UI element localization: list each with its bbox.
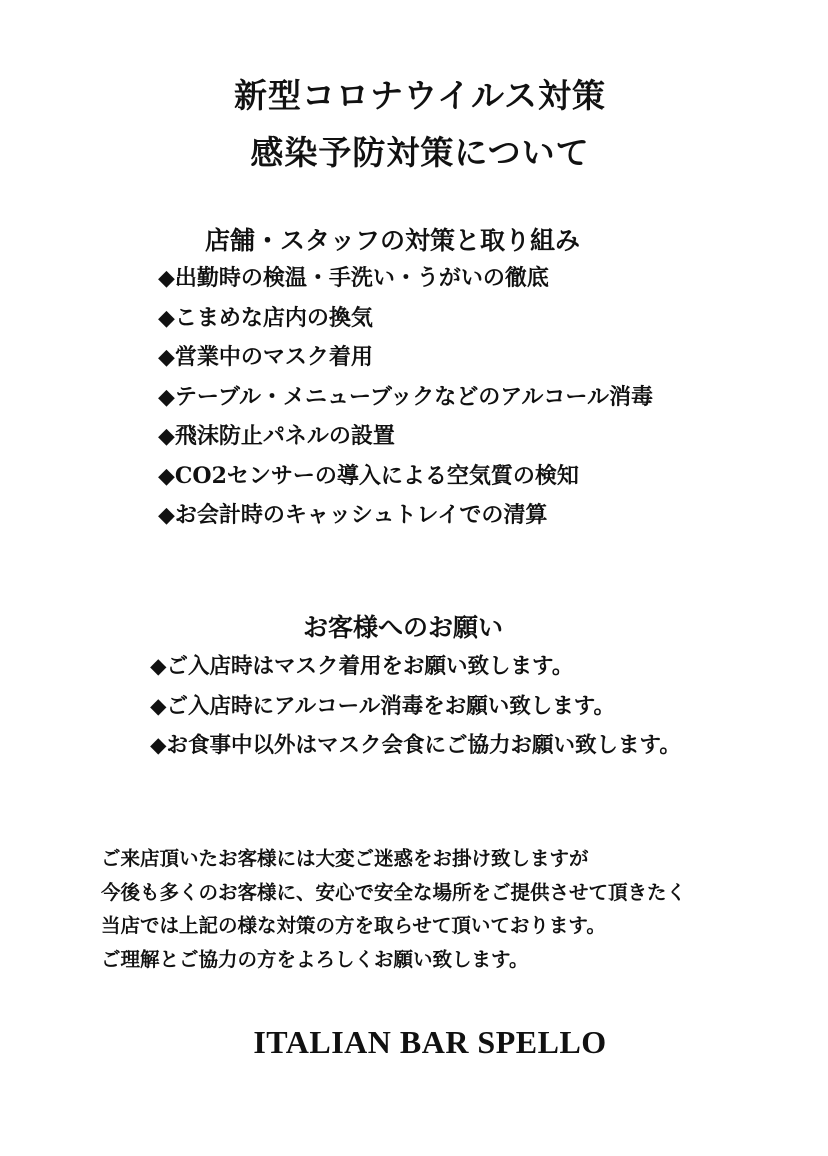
customer-requests-heading: お客様へのお願い	[303, 613, 504, 642]
staff-measures-heading: 店舗・スタッフの対策と取り組み	[205, 226, 581, 255]
staff-measures-list	[158, 259, 653, 536]
list-item: ◆テーブル・メニューブックなどのアルコール消毒	[158, 383, 653, 410]
list-item: ◆ご入店時はマスク着用をお願い致します。	[150, 654, 574, 679]
list-item: ◆飛沫防止パネルの設置	[158, 423, 395, 449]
list-item: ◆お会計時のキャッシュトレイでの清算	[158, 502, 548, 528]
message-line: ご来店頂いたお客様には大変ご迷惑をお掛け致しますが	[101, 847, 589, 870]
message-line: 今後も多くのお客様に、安心で安全な場所をご提供させて頂きたく	[101, 880, 687, 904]
closing-message	[101, 842, 686, 976]
list-item: ◆出勤時の検温・手洗い・うがいの徹底	[158, 265, 549, 291]
list-item: ◆お食事中以外はマスク会食にご協力お願い致します。	[150, 733, 681, 758]
page-title-line-1: 新型コロナウイルス対策	[233, 76, 607, 115]
page-title-line-2: 感染予防対策について	[250, 133, 590, 172]
customer-requests-list	[150, 647, 681, 766]
list-item: ◆営業中のマスク着用	[158, 344, 373, 370]
message-line: ご理解とご協力の方をよろしくお願い致します。	[101, 947, 529, 971]
list-item: ◆CO2センサーの導入による空気質の検知	[158, 462, 579, 489]
shop-name: ITALIAN BAR SPELLO	[253, 1024, 607, 1060]
message-line: 当店では上記の様な対策の方を取らせて頂いております。	[101, 914, 606, 937]
list-item: ◆こまめな店内の換気	[158, 304, 373, 331]
list-item: ◆ご入店時にアルコール消毒をお願い致します。	[150, 693, 616, 719]
